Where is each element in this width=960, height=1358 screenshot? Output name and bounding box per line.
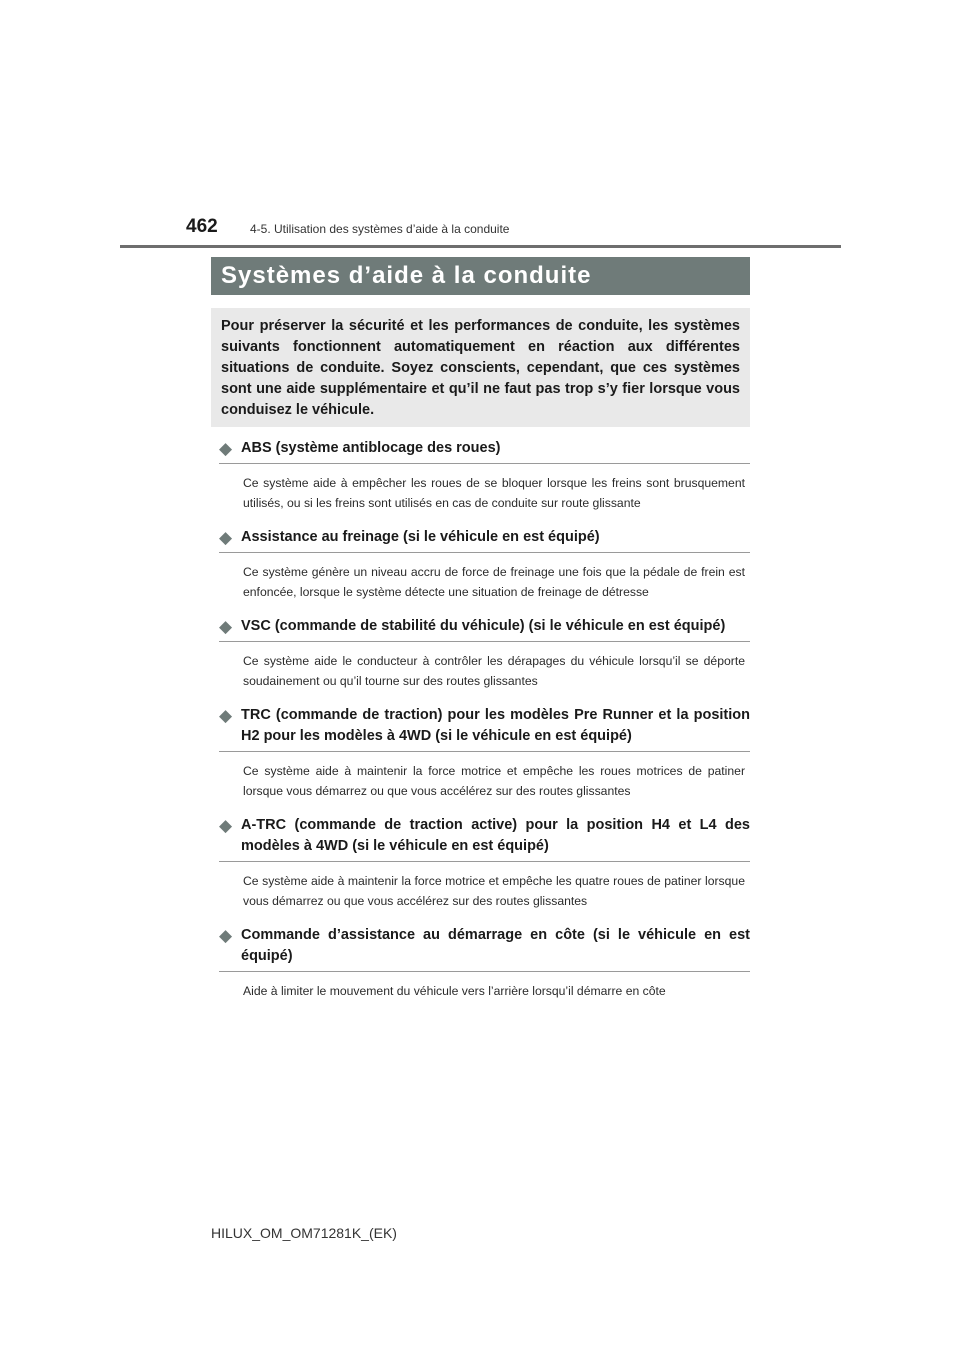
item-heading (219, 925, 750, 972)
item-description: Ce système aide à empêcher les roues de se bloquer lorsque les freins sont brusquement utilisés, ou si les freins sont utilisés en cas de conduite sur route glissante (243, 476, 745, 510)
list-item-hill-start-assist (219, 925, 750, 1002)
item-description: Ce système aide à maintenir la force motrice et empêche les quatre roues de patiner lorsque vous démarrez ou que vous accélérez sur des routes glissantes (243, 874, 745, 908)
item-heading (219, 705, 750, 752)
page-title: Systèmes d’aide à la conduite (221, 262, 592, 289)
item-title: VSC (commande de stabilité du véhicule) (si le véhicule en est équipé) (241, 618, 726, 634)
intro-text: Pour préserver la sécurité et les performances de conduite, les systèmes suivants fonctionnent automatiquement en réaction aux différentes situations de conduite. Soyez conscients, cependant, que ces systèmes sont une aide supplémentaire et qu’il ne faut pas trop s’y fier lorsque vous conduisez le véhicule. (221, 318, 740, 418)
item-description: Ce système aide le conducteur à contrôler les dérapages du véhicule lorsqu’il se déporte soudainement ou qu’il tourne sur des routes glissantes (243, 654, 745, 688)
item-description: Ce système aide à maintenir la force motrice et empêche les roues motrices de patiner lorsque vous démarrez ou que vous accélérez sur des routes glissantes (243, 764, 745, 798)
list-item-vsc (219, 616, 750, 691)
item-description: Ce système génère un niveau accru de force de freinage une fois que la pédale de frein est enfoncée, lorsque le système détecte une situation de freinage de détresse (243, 565, 745, 599)
diamond-bullet-icon: ◆ (219, 617, 233, 636)
item-title: TRC (commande de traction) pour les modèles Pre Runner et la position H2 pour les modèles à 4WD (si le véhicule en est équipé) (241, 707, 750, 744)
list-item-a-trc (219, 815, 750, 911)
intro-box (211, 308, 750, 427)
item-heading (219, 527, 750, 553)
item-description: Aide à limiter le mouvement du véhicule vers l’arrière lorsqu’il démarre en côte (243, 984, 666, 998)
list-item-trc (219, 705, 750, 801)
diamond-bullet-icon: ◆ (219, 439, 233, 458)
item-heading (219, 616, 750, 642)
document-code: HILUX_OM_OM71281K_(EK) (211, 1225, 397, 1241)
page-number: 462 (186, 216, 218, 237)
item-heading (219, 438, 750, 464)
item-title: ABS (système antiblocage des roues) (241, 440, 501, 456)
system-list (219, 438, 750, 1016)
diamond-bullet-icon: ◆ (219, 926, 233, 945)
list-item-abs (219, 438, 750, 513)
diamond-bullet-icon: ◆ (219, 528, 233, 547)
item-title: Commande d’assistance au démarrage en côte (si le véhicule en est équipé) (241, 927, 750, 964)
diamond-bullet-icon: ◆ (219, 706, 233, 725)
item-title: A-TRC (commande de traction active) pour la position H4 et L4 des modèles à 4WD (si le véhicule en est équipé) (241, 817, 750, 854)
title-bar (211, 257, 750, 295)
item-title: Assistance au freinage (si le véhicule en est équipé) (241, 529, 600, 545)
list-item-brake-assist (219, 527, 750, 602)
header-divider (120, 245, 841, 248)
item-heading (219, 815, 750, 862)
section-label: 4-5. Utilisation des systèmes d’aide à la conduite (250, 222, 510, 236)
diamond-bullet-icon: ◆ (219, 816, 233, 835)
